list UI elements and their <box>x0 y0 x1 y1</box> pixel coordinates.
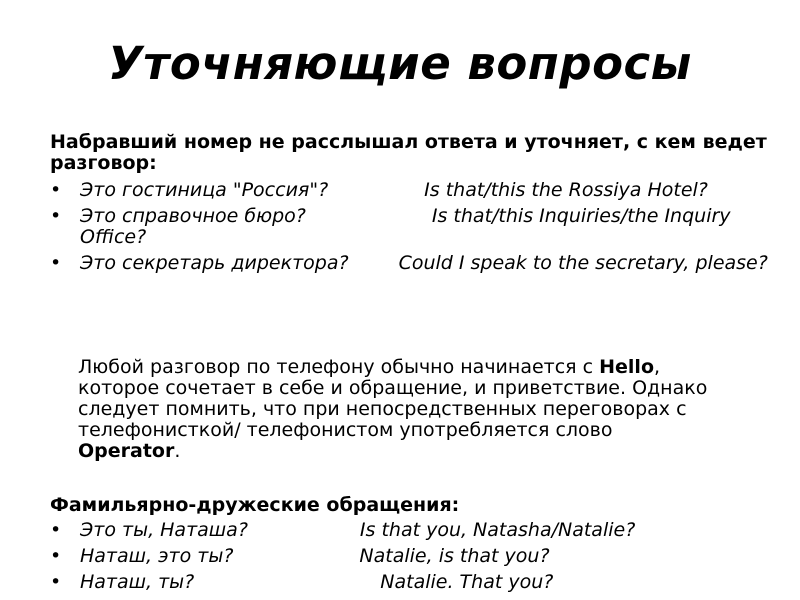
phrase-ru: Наташ, ты? <box>80 571 195 593</box>
bullet-icon: • <box>50 252 62 274</box>
bullet-icon: • <box>50 205 62 227</box>
paragraph-text: Любой разговор по телефону обычно начинается с <box>78 356 600 378</box>
list-item <box>50 253 770 274</box>
phrase-ru: Это ты, Наташа? <box>80 519 248 541</box>
phrase-en: Is that you, Natasha/Natalie? <box>359 519 636 541</box>
list-item <box>50 206 770 248</box>
phrase-ru: Наташ, это ты? <box>80 545 234 567</box>
section-heading-clarify: Набравший номер не расслышал ответа и уточняет, с кем ведет разговор: <box>50 131 767 174</box>
familiar-list <box>50 520 770 593</box>
bullet-icon: • <box>50 571 62 593</box>
term-hello: Hello <box>599 356 654 378</box>
phrase-en: Natalie. That you? <box>380 571 554 593</box>
list-item <box>50 546 770 567</box>
phrase-en: Is that/this the Rossiya Hotel? <box>424 179 708 201</box>
list-item <box>50 180 770 201</box>
section-heading-familiar: Фамильярно-дружеские обращения: <box>50 494 460 516</box>
clarify-list <box>50 180 770 274</box>
phrase-en: Natalie, is that you? <box>359 545 550 567</box>
paragraph-text: , которое сочетает в себе и обращение, и приветствие. Однако следует помнить, что при непосредственных переговорах с телефонисткой/ телефонистом употребляется слово <box>78 356 708 441</box>
bullet-icon: • <box>50 519 62 541</box>
phrase-en: Is that/this Inquiries/the Inquiry Office? <box>80 205 731 248</box>
phrase-ru: Это гостиница "Россия"? <box>80 179 329 201</box>
info-paragraph <box>78 357 718 462</box>
bullet-icon: • <box>50 179 62 201</box>
paragraph-text: . <box>174 440 181 462</box>
slide-title: Уточняющие вопросы <box>108 37 692 90</box>
list-item <box>50 520 770 541</box>
phrase-en: Could I speak to the secretary, please? <box>398 252 768 274</box>
phrase-ru: Это справочное бюро? <box>80 205 306 227</box>
term-operator: Operator <box>78 440 175 462</box>
phrase-ru: Это секретарь директора? <box>80 252 349 274</box>
list-item <box>50 572 770 593</box>
bullet-icon: • <box>50 545 62 567</box>
